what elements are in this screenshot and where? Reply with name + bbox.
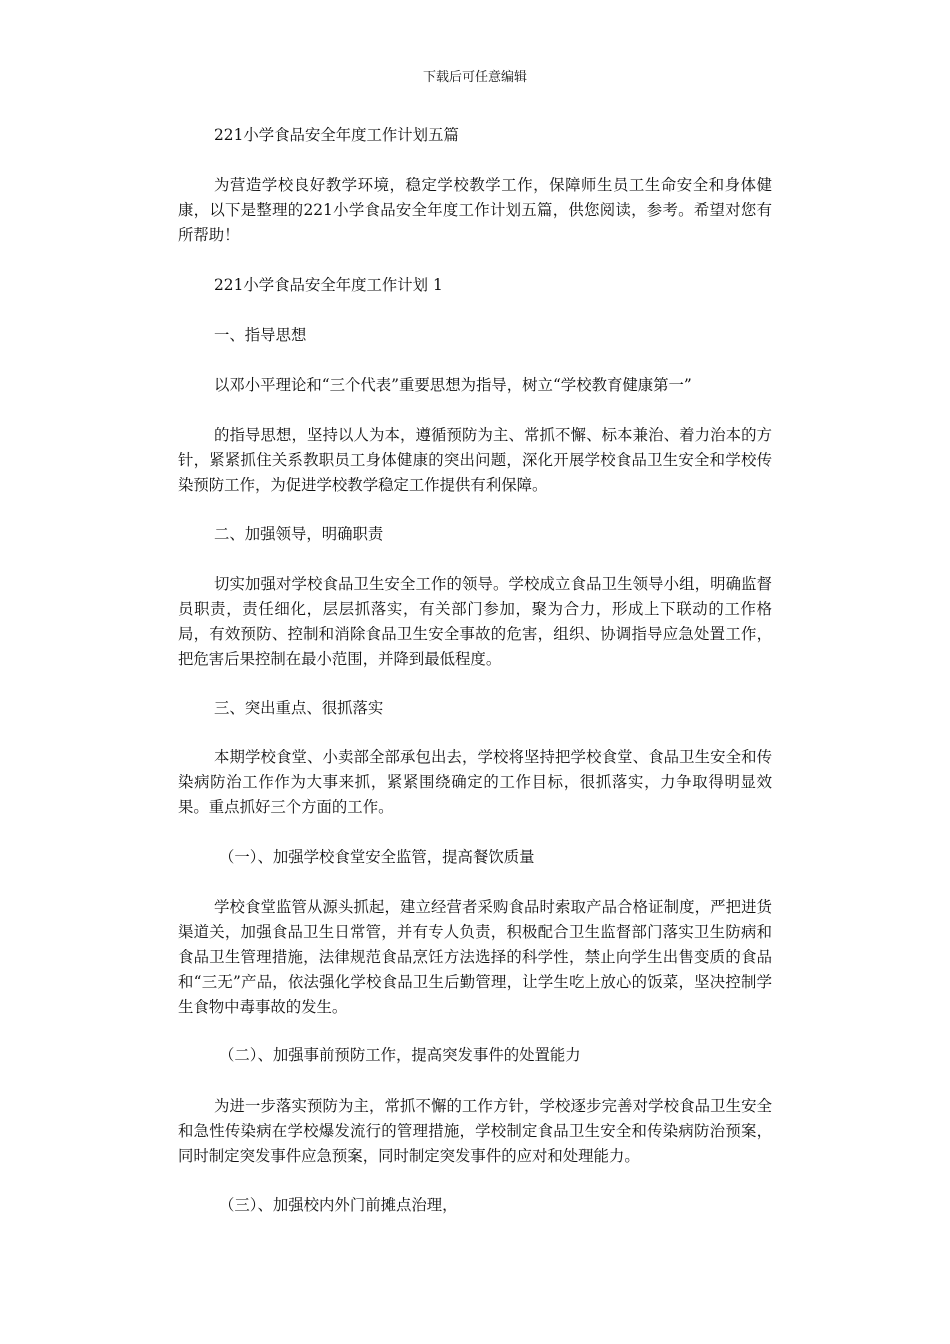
page-header: 下载后可任意编辑 xyxy=(422,70,527,85)
section3-paragraph: 本期学校食堂、小卖部全部承包出去，学校将坚持把学校食堂、食品卫生安全和传染病防治工作作为大事来抓，紧紧围绕确定的工作目标，很抓落实，力争取得明显效果。重点抓好三个方面的工作。 xyxy=(178,748,772,816)
subsection3-heading: （三）、加强校内外门前摊点治理， xyxy=(219,1196,458,1214)
section1-first-line: 以邓小平理论和“三个代表”重要思想为指导，树立“学校教育健康第一” xyxy=(214,376,692,394)
section2-heading: 二、加强领导，明确职责 xyxy=(214,525,384,543)
plan1-title: 221小学食品安全年度工作计划 1 xyxy=(214,276,443,294)
section2-paragraph: 切实加强对学校食品卫生安全工作的领导。学校成立食品卫生领导小组，明确监督员职责，责任细化，层层抓落实，有关部门参加，聚为合力，形成上下联动的工作格局，有效预防、控制和消除食品卫生安全事故的危害，组织、协调指导应急处置工作，把危害后果控制在最小范围，并降到最低程度。 xyxy=(178,575,772,668)
section1-heading: 一、指导思想 xyxy=(214,326,307,344)
section1-paragraph: 的指导思想，坚持以人为本，遵循预防为主、常抓不懈、标本兼治、着力治本的方针，紧紧抓住关系教职员工身体健康的突出问题，深化开展学校食品卫生安全和学校传染预防工作，为促进学校教学稳定工作提供有利保障。 xyxy=(178,426,772,494)
intro-paragraph: 为营造学校良好教学环境，稳定学校教学工作，保障师生员工生命安全和身体健康，以下是整理的221小学食品安全年度工作计划五篇，供您阅读，参考。希望对您有所帮助！ xyxy=(178,176,772,244)
subsection2-paragraph: 为进一步落实预防为主，常抓不懈的工作方针，学校逐步完善对学校食品卫生安全和急性传染病在学校爆发流行的管理措施，学校制定食品卫生安全和传染病防治预案，同时制定突发事件应急预案，同时制定突发事件的应对和处理能力。 xyxy=(178,1097,772,1165)
subsection1-heading: （一）、加强学校食堂安全监管，提高餐饮质量 xyxy=(219,848,535,866)
document-title: 221小学食品安全年度工作计划五篇 xyxy=(214,126,459,144)
section3-heading: 三、突出重点、很抓落实 xyxy=(214,699,384,717)
subsection1-paragraph: 学校食堂监管从源头抓起，建立经营者采购食品时索取产品合格证制度，严把进货渠道关，加强食品卫生日常管，并有专人负责，积极配合卫生监督部门落实卫生防病和食品卫生管理措施，法律规范食品烹饪方法选择的科学性，禁止向学生出售变质的食品和“三无”产品，依法强化学校食品卫生后勤管理，让学生吃上放心的饭菜，坚决控制学生食物中毒事故的发生。 xyxy=(178,898,772,1016)
subsection2-heading: （二）、加强事前预防工作，提高突发事件的处置能力 xyxy=(219,1046,581,1064)
